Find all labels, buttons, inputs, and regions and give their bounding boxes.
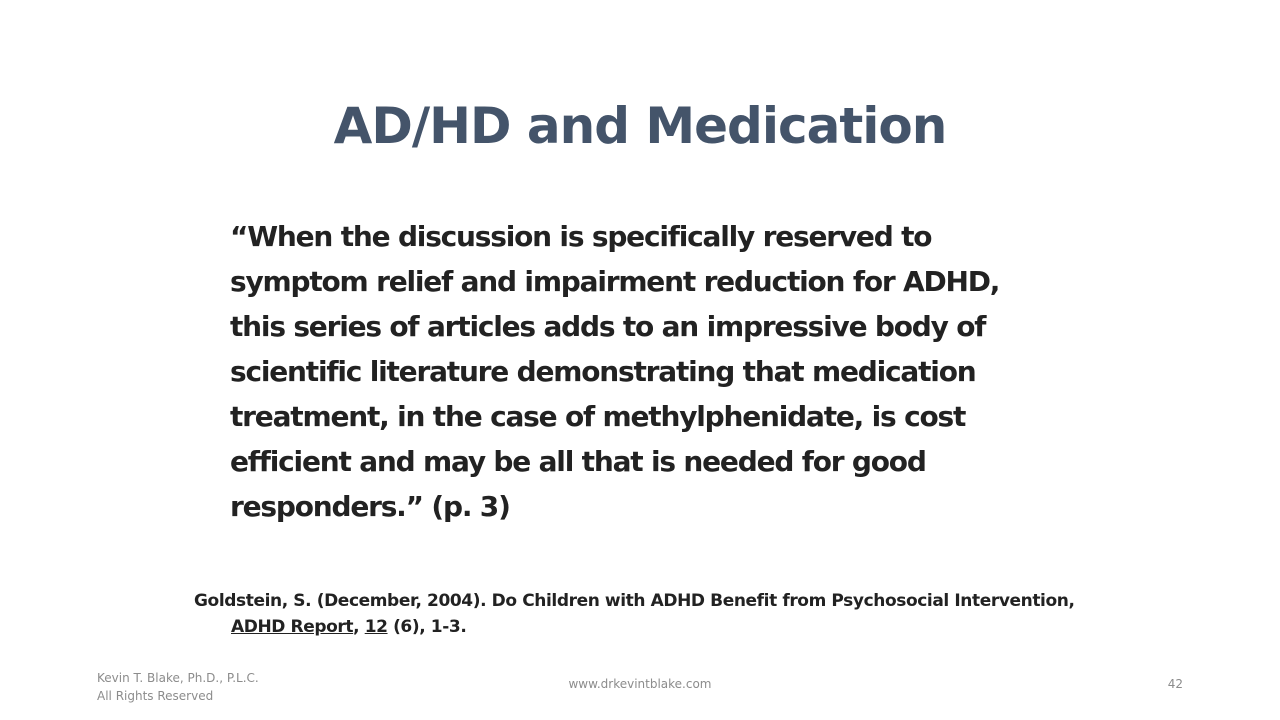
citation-text: Goldstein, S. (December, 2004). Do Children with ADHD Benefit from Psychosocial Intervention, bbox=[194, 591, 1075, 611]
footer-author bbox=[97, 669, 259, 705]
citation-journal: ADHD Report bbox=[231, 617, 354, 637]
citation-volume: 12 bbox=[364, 617, 388, 637]
footer-website: www.drkevintblake.com bbox=[568, 677, 712, 691]
slide-number: 42 bbox=[1167, 677, 1183, 691]
slide-title: AD/HD and Medication bbox=[333, 97, 947, 155]
quote-text: “When the discussion is specifically reserved to symptom relief and impairment reduction for ADHD, this series of articles adds to an impressive body of scientific literature demonstrating that medication treatment, in the case of methylphenidate, is cost efficient and may be all that is needed for good responders.” (p. 3) bbox=[230, 220, 1000, 523]
footer-author-name: Kevin T. Blake, Ph.D., P.L.C. bbox=[97, 671, 259, 685]
citation-issue-pages: (6), 1-3. bbox=[387, 617, 467, 637]
footer-rights: All Rights Reserved bbox=[97, 689, 214, 703]
citation-comma: , bbox=[353, 617, 365, 637]
citation bbox=[194, 588, 1091, 640]
